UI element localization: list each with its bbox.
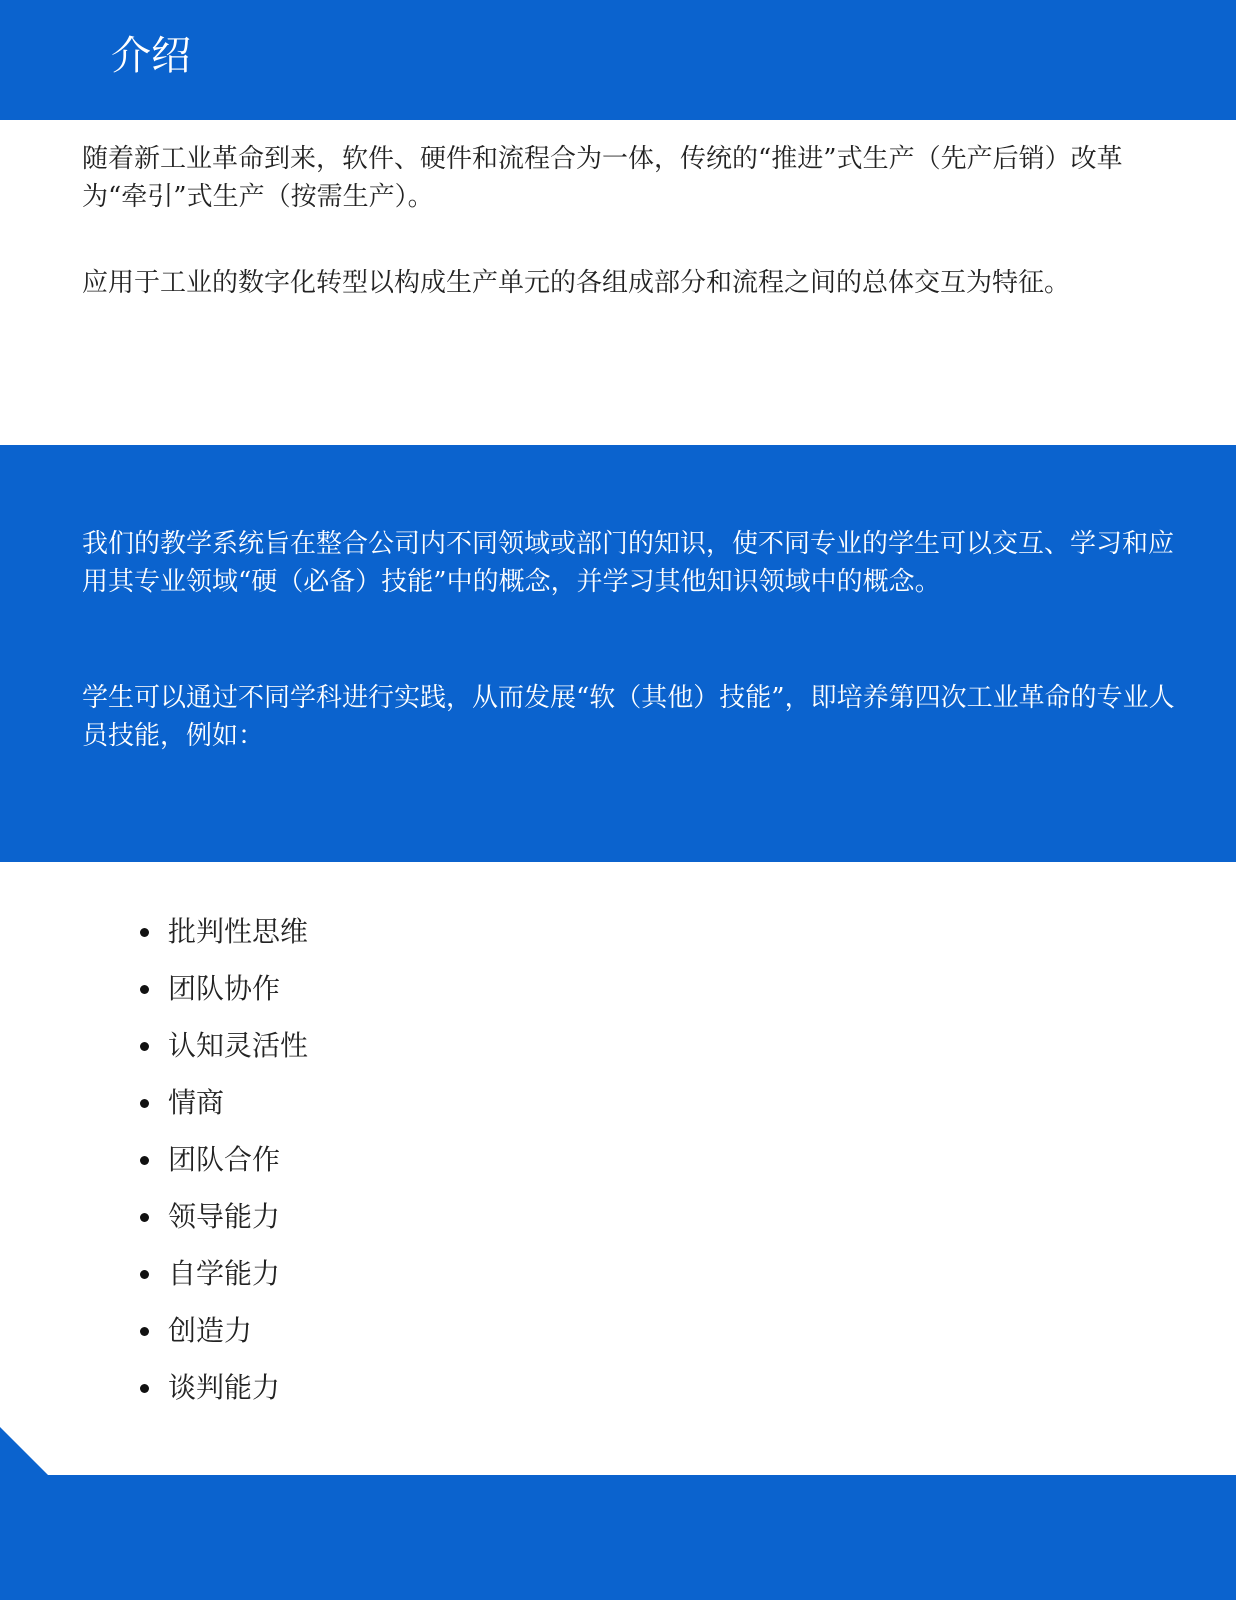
bullet-icon	[140, 1327, 149, 1336]
skill-label: 情商	[168, 1086, 225, 1119]
footer-shape	[0, 1427, 1236, 1600]
bullet-icon	[140, 1213, 149, 1222]
list-item	[140, 1140, 308, 1197]
list-item	[140, 969, 308, 1026]
bullet-icon	[140, 1099, 149, 1108]
list-item	[140, 1197, 308, 1254]
page-title: 介绍	[111, 33, 191, 79]
list-item	[140, 1026, 308, 1083]
footer-polygon	[0, 1427, 1236, 1600]
skill-label: 自学能力	[168, 1257, 281, 1290]
bullet-icon	[140, 1270, 149, 1279]
skill-label: 团队协作	[168, 972, 281, 1005]
bullet-icon	[140, 1042, 149, 1051]
footer-bar	[0, 1427, 1236, 1600]
bullet-icon	[140, 985, 149, 994]
list-item	[140, 912, 308, 969]
band-paragraph: 学生可以通过不同学科进行实践，从而发展“软（其他）技能”，即培养第四次工业革命的专业人员技能，例如：	[82, 683, 1175, 751]
intro-section	[82, 140, 1182, 302]
bullet-icon	[140, 928, 149, 937]
bullet-icon	[140, 1156, 149, 1165]
skill-label: 批判性思维	[168, 915, 309, 948]
band-paragraph: 我们的教学系统旨在整合公司内不同领域或部门的知识，使不同专业的学生可以交互、学习和应用其专业领域“硬（必备）技能”中的概念，并学习其他知识领域中的概念。	[82, 529, 1175, 597]
skills-list	[140, 912, 308, 1425]
bullet-icon	[140, 1384, 149, 1393]
skill-label: 领导能力	[168, 1200, 281, 1233]
skill-label: 谈判能力	[168, 1371, 281, 1404]
intro-paragraph: 应用于工业的数字化转型以构成生产单元的各组成部分和流程之间的总体交互为特征。	[82, 268, 1071, 298]
intro-paragraph: 随着新工业革命到来，软件、硬件和流程合为一体，传统的“推进”式生产（先产后销）改革为“牵引”式生产（按需生产）。	[82, 144, 1123, 212]
blue-band-section	[0, 445, 1236, 862]
list-item	[140, 1254, 308, 1311]
list-item	[140, 1368, 308, 1425]
header-bar	[0, 0, 1236, 120]
list-item	[140, 1311, 308, 1368]
skill-label: 创造力	[168, 1314, 253, 1347]
skill-label: 团队合作	[168, 1143, 281, 1176]
skill-label: 认知灵活性	[168, 1029, 309, 1062]
list-item	[140, 1083, 308, 1140]
